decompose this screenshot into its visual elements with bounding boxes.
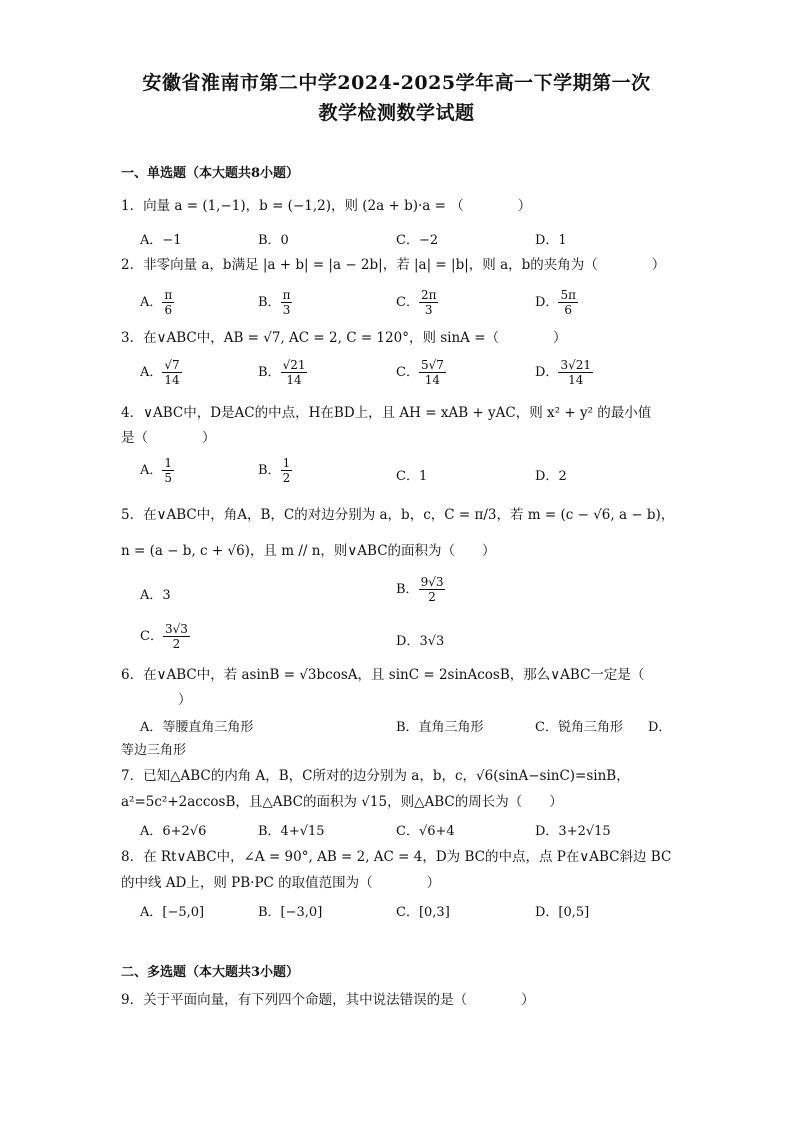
q2-option-b: B． $\frac{\pi}{3}$ bbox=[258, 288, 291, 317]
section-heading-single-choice: 一、单选题（本大题共8小题） bbox=[121, 166, 300, 181]
q2-option-c: C． $\frac{2\pi}{3}$ bbox=[396, 288, 437, 317]
question-4-line2: 是（ ） bbox=[121, 430, 216, 446]
q1-option-b: B．0 bbox=[258, 233, 289, 248]
question-8-line2: 的中线 AD上，则 PB·PC 的取值范围为（ ） bbox=[121, 875, 441, 891]
q5-option-b: B． $\frac{9√3}{2}$ bbox=[396, 575, 444, 604]
q3-option-c: C． $\frac{5√7}{14}$ bbox=[396, 358, 444, 387]
question-7-line1: 7．已知△ABC的内角 A，B，C所对的边分别为 a，b，c，√6(sinA−sinC)=sinB， bbox=[121, 768, 630, 784]
q7-option-a: A．6+2√6 bbox=[140, 824, 207, 839]
question-6-line2: ） bbox=[178, 692, 192, 708]
q7-option-d: D．3+2√15 bbox=[535, 824, 611, 839]
question-7-line2: a²=5c²+2accosB，且△ABC的面积为 √15，则△ABC的周长为（ ） bbox=[121, 794, 563, 810]
q5-option-c: C． $\frac{3√3}{2}$ bbox=[140, 622, 188, 651]
question-3: 3．在∨ABC中，AB = √7, AC = 2, C = 120°，则 sinA =（ ） bbox=[121, 330, 567, 346]
question-9: 9．关于平面向量，有下列四个命题，其中说法错误的是（ ） bbox=[121, 992, 535, 1008]
q4-option-a: A． $\frac{1}{5}$ bbox=[140, 456, 173, 485]
q1-option-d: D．1 bbox=[535, 233, 567, 248]
q5-option-a: A．3 bbox=[140, 588, 171, 603]
question-6-line1: 6．在∨ABC中，若 asinB = √3bcosA，且 sinC = 2sinAcosB，那么∨ABC一定是（ bbox=[121, 667, 645, 683]
q2-option-a: A． $\frac{\pi}{6}$ bbox=[140, 288, 173, 317]
question-2: 2．非零向量 a，b满足 |a + b| = |a − 2b|，若 |a| = |b|，则 a，b的夹角为（ ） bbox=[121, 257, 666, 273]
q8-option-a: A．[−5,0] bbox=[140, 905, 205, 920]
q6-option-c: C．锐角三角形 bbox=[535, 720, 623, 735]
question-5-line2: n = (a − b, c + √6)，且 m // n，则∨ABC的面积为（ ） bbox=[121, 543, 496, 559]
q8-option-b: B．[−3,0] bbox=[258, 905, 323, 920]
q4-option-c: C．1 bbox=[396, 469, 428, 484]
q6-option-b: B．直角三角形 bbox=[396, 720, 484, 735]
q1-option-a: A．−1 bbox=[140, 233, 182, 248]
q3-option-a: A． $\frac{√7}{14}$ bbox=[140, 358, 180, 387]
q8-option-d: D．[0,5] bbox=[535, 905, 590, 920]
q2-option-d: D． $\frac{5\pi}{6}$ bbox=[535, 288, 576, 317]
q6-option-d: D． bbox=[648, 720, 672, 735]
q1-option-c: C．−2 bbox=[396, 233, 439, 248]
q7-option-c: C．√6+4 bbox=[396, 824, 455, 839]
q5-option-d: D．3√3 bbox=[396, 634, 445, 649]
question-4-line1: 4．∨ABC中，D是AC的中点，H在BD上，且 AH = xAB + yAC，则 x² + y² 的最小值 bbox=[121, 405, 652, 421]
q3-option-d: D． $\frac{3√21}{14}$ bbox=[535, 358, 591, 387]
page-title-line2: 教学检测数学试题 bbox=[318, 102, 475, 124]
q4-option-b: B． $\frac{1}{2}$ bbox=[258, 456, 291, 485]
q8-option-c: C．[0,3] bbox=[396, 905, 450, 920]
question-5-line1: 5．在∨ABC中，角A，B，C的对边分别为 a，b，c，C = π/3，若 m = (c − √6, a − b)， bbox=[121, 507, 675, 523]
q6-option-d-text: 等边三角形 bbox=[121, 743, 187, 758]
question-1: 1．向量 a = (1,−1)，b = (−1,2)，则 (2a + b)·a = （ ） bbox=[121, 198, 532, 214]
page-title-line1: 安徽省淮南市第二中学2024-2025学年高一下学期第一次 bbox=[142, 72, 651, 94]
q3-option-b: B． $\frac{√21}{14}$ bbox=[258, 358, 306, 387]
q6-option-a: A．等腰直角三角形 bbox=[140, 720, 254, 735]
q7-option-b: B．4+√15 bbox=[258, 824, 325, 839]
question-8-line1: 8．在 Rt∨ABC中，∠A = 90°, AB = 2, AC = 4，D为 BC的中点，点 P在∨ABC斜边 BC bbox=[121, 849, 672, 865]
q4-option-d: D．2 bbox=[535, 469, 567, 484]
section-heading-multi-choice: 二、多选题（本大题共3小题） bbox=[121, 965, 300, 980]
